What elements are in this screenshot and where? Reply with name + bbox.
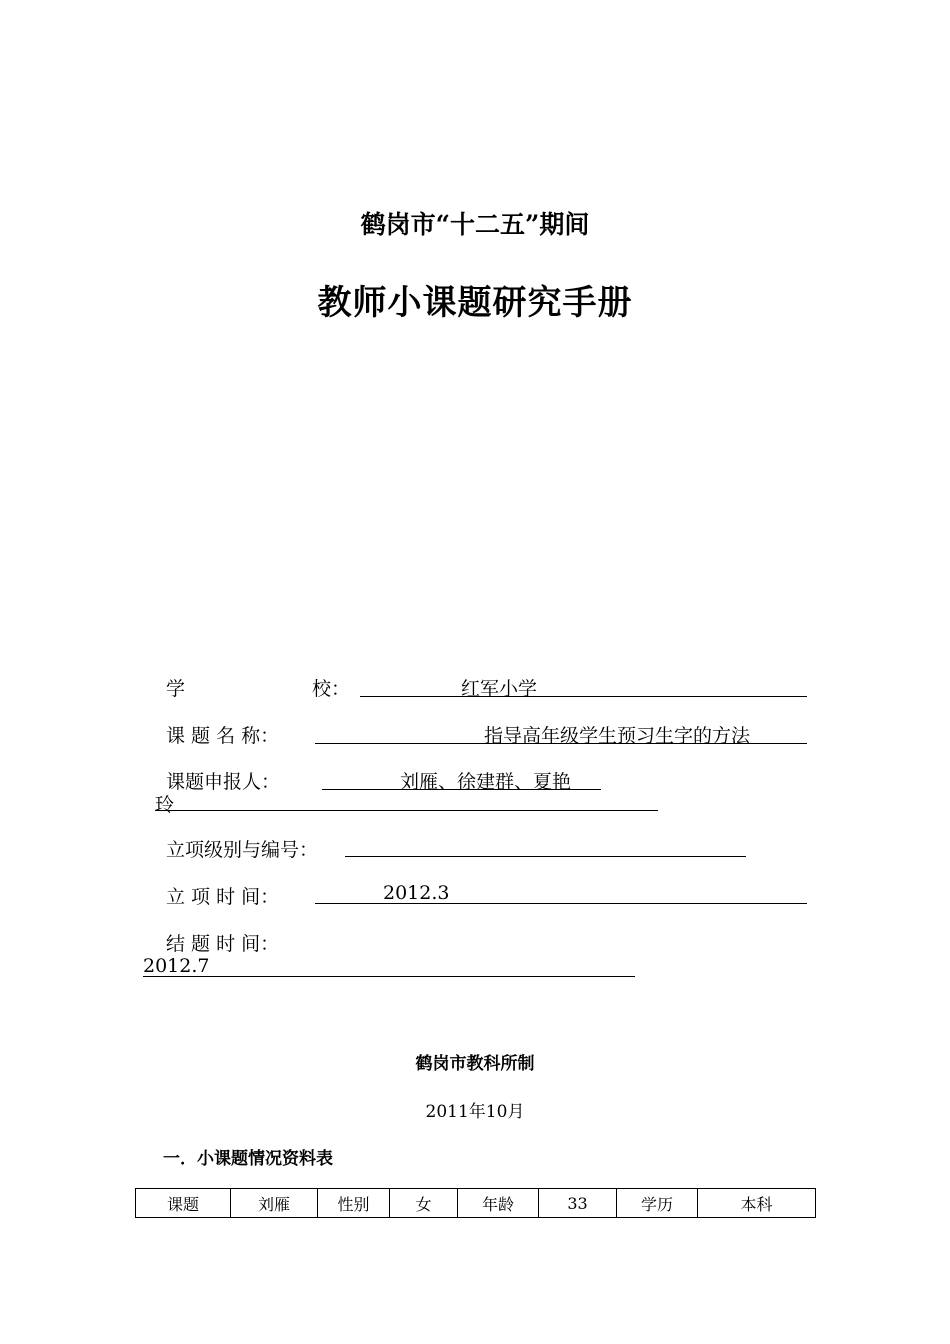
applicant-underline-2 [155,810,658,811]
topic-label: 课 题 名 称： [166,725,280,747]
start-time-label: 立 项 时 间： [166,886,280,908]
level-underline [345,856,746,857]
document-title-line2: 教师小课题研究手册 [317,283,633,323]
topic-value: 指导高年级学生预习生字的方法 [484,725,751,747]
table-row [136,1189,816,1218]
table-cell: 刘雁 [231,1189,318,1218]
table-cell: 课题 [136,1189,231,1218]
issue-date: 2011年10月 [425,1102,525,1122]
school-underline [360,696,807,697]
issuing-organization: 鹤岗市教科所制 [415,1054,535,1074]
table-cell: 学历 [617,1189,698,1218]
info-table [135,1188,816,1218]
table-cell: 33 [539,1189,617,1218]
school-label-first-char: 学 [166,678,186,700]
end-time-value: 2012.7 [143,955,210,977]
start-time-value: 2012.3 [383,882,450,904]
applicant-value-line1: 刘雁、徐建群、夏艳 [400,771,572,793]
school-label-last-char: 校： [312,678,351,700]
table-cell: 年龄 [458,1189,539,1218]
applicant-value-line2: 玲 [155,794,175,816]
school-value: 红军小学 [461,678,538,700]
level-label: 立项级别与编号： [166,839,319,861]
table-cell: 女 [390,1189,458,1218]
end-time-underline [143,976,635,977]
section-title: 一．小课题情况资料表 [163,1149,333,1169]
end-time-label: 结 题 时 间： [166,933,280,955]
table-cell: 本科 [698,1189,816,1218]
document-title-line1: 鹤岗市“十二五”期间 [360,210,590,239]
applicant-label: 课题申报人： [166,771,281,793]
table-cell: 性别 [318,1189,390,1218]
